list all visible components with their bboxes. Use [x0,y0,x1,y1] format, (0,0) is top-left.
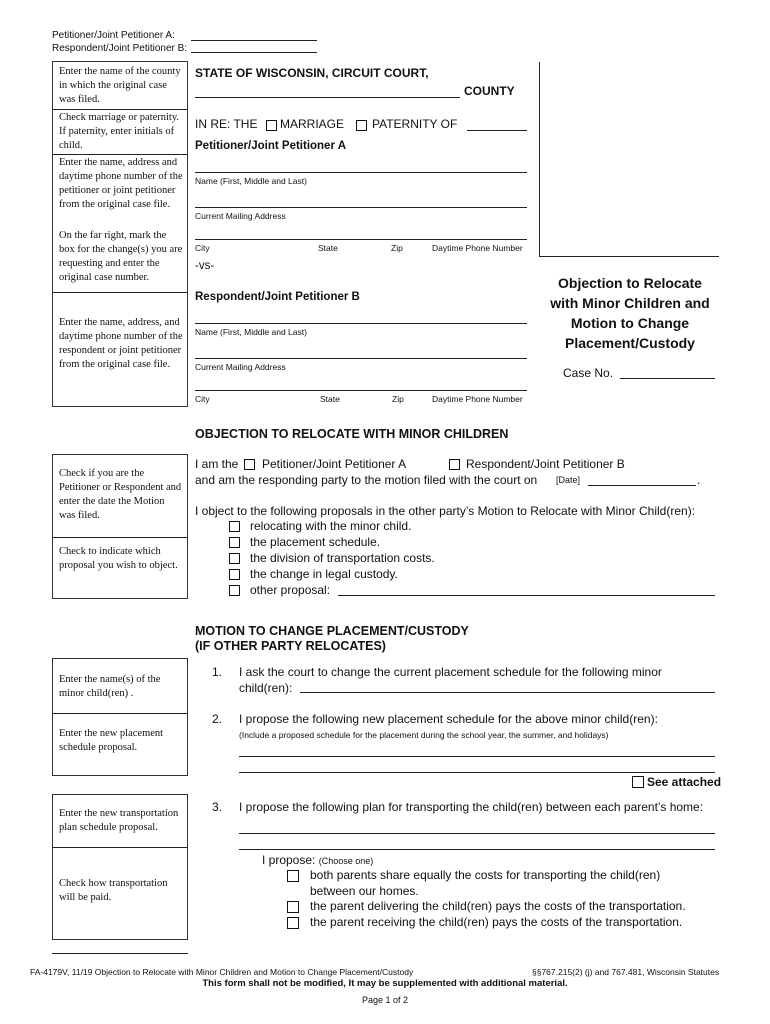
motion-heading-line1: MOTION TO CHANGE PLACEMENT/CUSTODY [195,624,469,638]
objection-checkbox-custody[interactable] [229,569,240,580]
objection-item-other: other proposal: [250,583,331,597]
respondent-city-field[interactable] [195,390,527,391]
i-am-the-label: I am the [195,457,239,471]
object-intro: I object to the following proposals in the other party’s Motion to Relocate with Minor Child(ren): [195,504,696,518]
footer-statutes: §§767.215(2) (j) and 767.481, Wisconsin Statutes [532,967,720,977]
divider [53,537,187,538]
transport-note: Enter the new transportation plan schedule proposal. [59,808,179,833]
footer-form-id: FA-4179V, 11/19 Objection to Relocate with Minor Children and Motion to Change Placement/Custody [30,967,414,977]
form-title [540,273,720,353]
petitioner-address-label: Current Mailing Address [195,211,286,221]
paternity-label: PATERNITY OF [372,117,458,131]
petitioner-name-label: Name (First, Middle and Last) [195,176,307,186]
paternity-checkbox[interactable] [356,120,367,131]
objection-checkbox-placement[interactable] [229,537,240,548]
item1-number: 1. [212,665,223,679]
form-title-line4: Placement/Custody [565,335,695,351]
item1-children-label: child(ren): [239,681,293,695]
item2-text: I propose the following new placement schedule for the above minor child(ren): [239,712,658,726]
caption-divider-vertical [539,62,540,256]
header-respondent-b [52,43,187,54]
respondent-name-field[interactable] [195,323,527,324]
objection-item-placement: the placement schedule. [250,535,381,549]
i-propose-line [262,853,373,867]
header-respondent-b-label: Respondent/Joint Petitioner B: [52,43,188,54]
in-re-line [195,117,257,131]
cost-option-receiving-label: the parent receiving the child(ren) pays the costs of the transportation. [310,915,683,929]
respondent-city-label: City [195,394,210,404]
farright-note: On the far right, mark the box for the change(s) you are requesting and enter the original case number. [59,230,183,283]
placement-schedule-field-1[interactable] [239,756,715,757]
petitioner-heading: Petitioner/Joint Petitioner A [195,140,347,152]
divider [53,713,187,714]
divider [53,292,187,293]
county-field[interactable] [195,97,460,98]
caption-divider-horizontal [539,256,719,257]
objection-checkbox-transport[interactable] [229,553,240,564]
responding-text: and am the responding party to the motion filed with the court on [195,473,538,487]
see-attached-label: See attached [647,775,722,789]
motion-heading-line2: (IF OTHER PARTY RELOCATES) [195,639,386,653]
respondent-b-checkbox[interactable] [449,459,460,470]
transport-plan-field-1[interactable] [239,833,715,834]
item3-number: 3. [212,800,223,814]
marriage-note: Check marriage or paternity. If paternity, enter initials of child. [59,112,180,151]
sidebar-instructions-top [52,61,188,407]
court-heading: STATE OF WISCONSIN, CIRCUIT COURT, [195,66,429,80]
item2-hint: (Include a proposed schedule for the placement during the school year, the summer, and holidays) [239,730,609,740]
objection-item-custody: the change in legal custody. [250,567,398,581]
divider [53,154,187,155]
placement-note: Enter the new placement schedule proposal. [59,728,164,753]
header-petitioner-a-label: Petitioner/Joint Petitioner A: [52,30,175,41]
county-note: Enter the name of the county in which the original case was filed. [59,66,181,105]
respondent-name-label: Name (First, Middle and Last) [195,327,307,337]
respondent-b-option: Respondent/Joint Petitioner B [466,457,625,471]
cost-option-share-checkbox[interactable] [287,870,299,882]
date-hint: [Date] [556,475,581,485]
cost-option-delivering-label: the parent delivering the child(ren) pays the costs of the transportation. [310,899,686,913]
petitioner-a-option: Petitioner/Joint Petitioner A [262,457,407,471]
marriage-checkbox[interactable] [266,120,277,131]
other-proposal-field[interactable] [338,595,715,596]
header-respondent-b-field[interactable] [191,52,317,53]
objection-heading: OBJECTION TO RELOCATE WITH MINOR CHILDREN [195,427,509,441]
item1-text: I ask the court to change the current placement schedule for the following minor [239,665,662,679]
children-note: Enter the name(s) of the minor child(ren) . [59,674,161,699]
divider [53,109,187,110]
in-re-label: IN RE: THE [195,117,258,131]
objection-checkbox-relocating[interactable] [229,521,240,532]
item2-number: 2. [212,712,223,726]
sidebar-instructions-objection [52,454,188,599]
petitioner-zip-label: Zip [391,243,403,253]
objection-item-relocating: relocating with the minor child. [250,519,412,533]
petitioner-city-field[interactable] [195,239,527,240]
petitioner-address-field[interactable] [195,207,527,208]
header-petitioner-a-field[interactable] [191,40,317,41]
divider [53,847,187,848]
petitioner-state-label: State [318,243,338,253]
paid-note: Check how transportation will be paid. [59,878,168,903]
placement-schedule-field-2[interactable] [239,772,715,773]
petitioner-a-checkbox[interactable] [244,459,255,470]
form-title-line2: with Minor Children and [550,295,710,311]
header-petitioner-a [52,30,175,41]
footer-warning: This form shall not be modified, It may be supplemented with additional material. [202,978,568,989]
petitioner-name-field[interactable] [195,172,527,173]
period: . [697,473,701,487]
case-no-label: Case No. [563,366,614,380]
cost-option-delivering-checkbox[interactable] [287,901,299,913]
respondent-state-label: State [320,394,340,404]
choose-one-hint: (Choose one) [318,856,374,866]
form-title-line1: Objection to Relocate [558,275,702,291]
check-proposal-note: Check to indicate which proposal you wish to object. [59,546,178,571]
respondent-phone-label: Daytime Phone Number [432,394,523,404]
petitioner-note: Enter the name, address and daytime phone number of the petitioner or joint petitioner from the original case file. [59,157,183,210]
check-party-note: Check if you are the Petitioner or Respondent and enter the date the Motion was filed. [59,468,182,521]
motion-date-field[interactable] [588,485,696,486]
respondent-address-label: Current Mailing Address [195,362,286,372]
marriage-label: MARRIAGE [280,117,345,131]
children-names-field[interactable] [300,692,715,693]
item3-text: I propose the following plan for transporting the child(ren) between each parent’s home: [239,800,704,814]
cost-option-share-label-cont: between our homes. [310,884,419,898]
objection-item-transport: the division of transportation costs. [250,551,435,565]
paternity-initials-field[interactable] [467,130,527,131]
county-label: COUNTY [464,84,515,98]
respondent-heading: Respondent/Joint Petitioner B [195,291,360,303]
form-title-line3: Motion to Change [570,315,690,331]
respondent-address-field[interactable] [195,358,527,359]
respondent-zip-label: Zip [392,394,404,404]
cost-option-share-label: both parents share equally the costs for transporting the child(ren) [310,868,661,882]
vs-label: -vs- [195,260,215,272]
petitioner-phone-label: Daytime Phone Number [432,243,523,253]
motion-heading [195,624,469,654]
i-propose-label: I propose: [262,853,316,867]
sidebar-instructions-children [52,658,188,776]
footer-rule [52,953,188,954]
footer-page: Page 1 of 2 [361,995,409,1005]
sidebar-instructions-transport [52,794,188,940]
cost-option-receiving-checkbox[interactable] [287,917,299,929]
respondent-note: Enter the name, address, and daytime phone number of the respondent or joint petitioner from the original case file. [59,317,183,370]
case-no-field[interactable] [620,378,715,379]
petitioner-city-label: City [195,243,210,253]
transport-plan-field-2[interactable] [239,849,715,850]
objection-checkbox-other[interactable] [229,585,240,596]
see-attached-checkbox[interactable] [632,776,644,788]
